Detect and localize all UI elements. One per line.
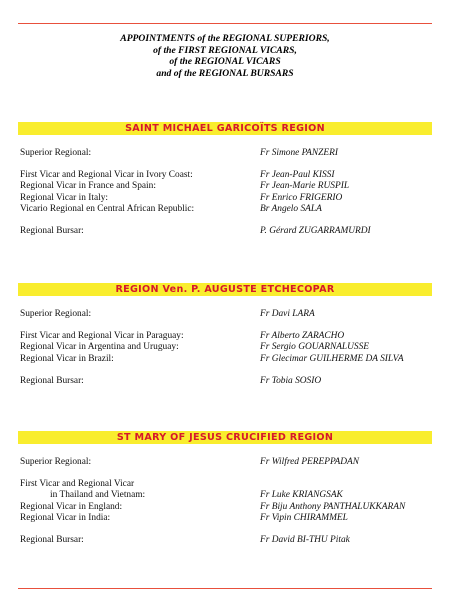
appointment-row <box>0 226 450 237</box>
role-label: Regional Bursar: <box>20 534 84 545</box>
title-line: APPOINTMENTS of the REGIONAL SUPERIORS, <box>120 33 330 44</box>
title-line: and of the REGIONAL BURSARS <box>156 67 294 79</box>
region-banner: ST MARY OF JESUS CRUCIFIED REGION <box>18 431 432 444</box>
role-label: Regional Vicar in England: <box>20 501 123 512</box>
role-label: First Vicar and Regional Vicar in Ivory Coast: <box>20 170 193 181</box>
person-name: Fr Luke KRIANGSAK <box>260 490 343 501</box>
document-title <box>0 33 450 79</box>
role-label: Regional Vicar in Brazil: <box>20 353 114 364</box>
person-name: Fr Enrico FRIGERIO <box>260 192 343 203</box>
role-label: Regional Bursar: <box>20 225 84 236</box>
appointment-row <box>0 376 450 387</box>
role-label: Regional Vicar in India: <box>20 512 111 523</box>
appointment-row <box>0 193 450 204</box>
role-label: in Thailand and Vietnam: <box>50 490 146 501</box>
person-name: Fr Tobia SOSIO <box>260 375 322 386</box>
title-line: of the REGIONAL VICARS <box>169 56 281 68</box>
role-label: First Vicar and Regional Vicar in Paraguay: <box>20 331 184 342</box>
role-label: Superior Regional: <box>20 457 92 467</box>
appointment-row <box>0 181 450 192</box>
role-label: Regional Vicar in France and Spain: <box>20 181 156 192</box>
appointment-row <box>0 535 450 546</box>
region-etchecopar <box>0 283 450 387</box>
top-divider <box>18 23 432 24</box>
person-name: Fr Glecimar GUILHERME DA SILVA <box>260 353 404 364</box>
appointment-row <box>0 170 450 181</box>
appointment-row <box>0 331 450 342</box>
role-label: Superior Regional: <box>20 309 92 319</box>
bottom-divider <box>18 588 432 589</box>
role-label: Regional Bursar: <box>20 375 84 386</box>
appointment-row <box>0 490 450 501</box>
appointment-row <box>0 479 450 490</box>
region-saint-michael <box>0 122 450 237</box>
appointment-row <box>0 502 450 513</box>
person-name: Fr Davi LARA <box>260 309 315 319</box>
person-name: P. Gérard ZUGARRAMURDI <box>260 225 371 236</box>
role-label: Superior Regional: <box>20 148 92 158</box>
role-label: First Vicar and Regional Vicar <box>20 479 135 490</box>
person-name: Fr Alberto ZARACHO <box>260 331 345 342</box>
role-label: Regional Vicar in Italy: <box>20 192 109 203</box>
title-line: of the FIRST REGIONAL VICARS, <box>153 44 297 56</box>
person-name: Fr Sergio GOUARNALUSSE <box>260 342 370 353</box>
appointment-row <box>0 148 450 159</box>
person-name: Fr Biju Anthony PANTHALUKKARAN <box>260 501 406 512</box>
person-name: Fr Jean-Marie RUSPIL <box>260 181 350 192</box>
appointment-row <box>0 309 450 320</box>
appointment-row <box>0 204 450 215</box>
person-name: Fr Simone PANZERI <box>260 148 338 158</box>
region-st-mary <box>0 431 450 546</box>
appointment-row <box>0 354 450 365</box>
person-name: Fr David BI-THU Pitak <box>260 534 350 545</box>
person-name: Br Angelo SALA <box>260 203 322 214</box>
region-banner: REGION Ven. P. AUGUSTE ETCHECOPAR <box>18 283 432 296</box>
person-name: Fr Vipin CHIRAMMEL <box>260 512 348 523</box>
region-banner: SAINT MICHAEL GARICOÏTS REGION <box>18 122 432 135</box>
role-label: Vicario Regional en Central African Republic: <box>20 203 195 214</box>
role-label: Regional Vicar in Argentina and Uruguay: <box>20 342 179 353</box>
appointment-row <box>0 342 450 353</box>
appointment-row <box>0 513 450 524</box>
person-name: Fr Jean-Paul KISSI <box>260 170 335 181</box>
person-name: Fr Wilfred PEREPPADAN <box>260 457 359 467</box>
appointment-row <box>0 457 450 468</box>
